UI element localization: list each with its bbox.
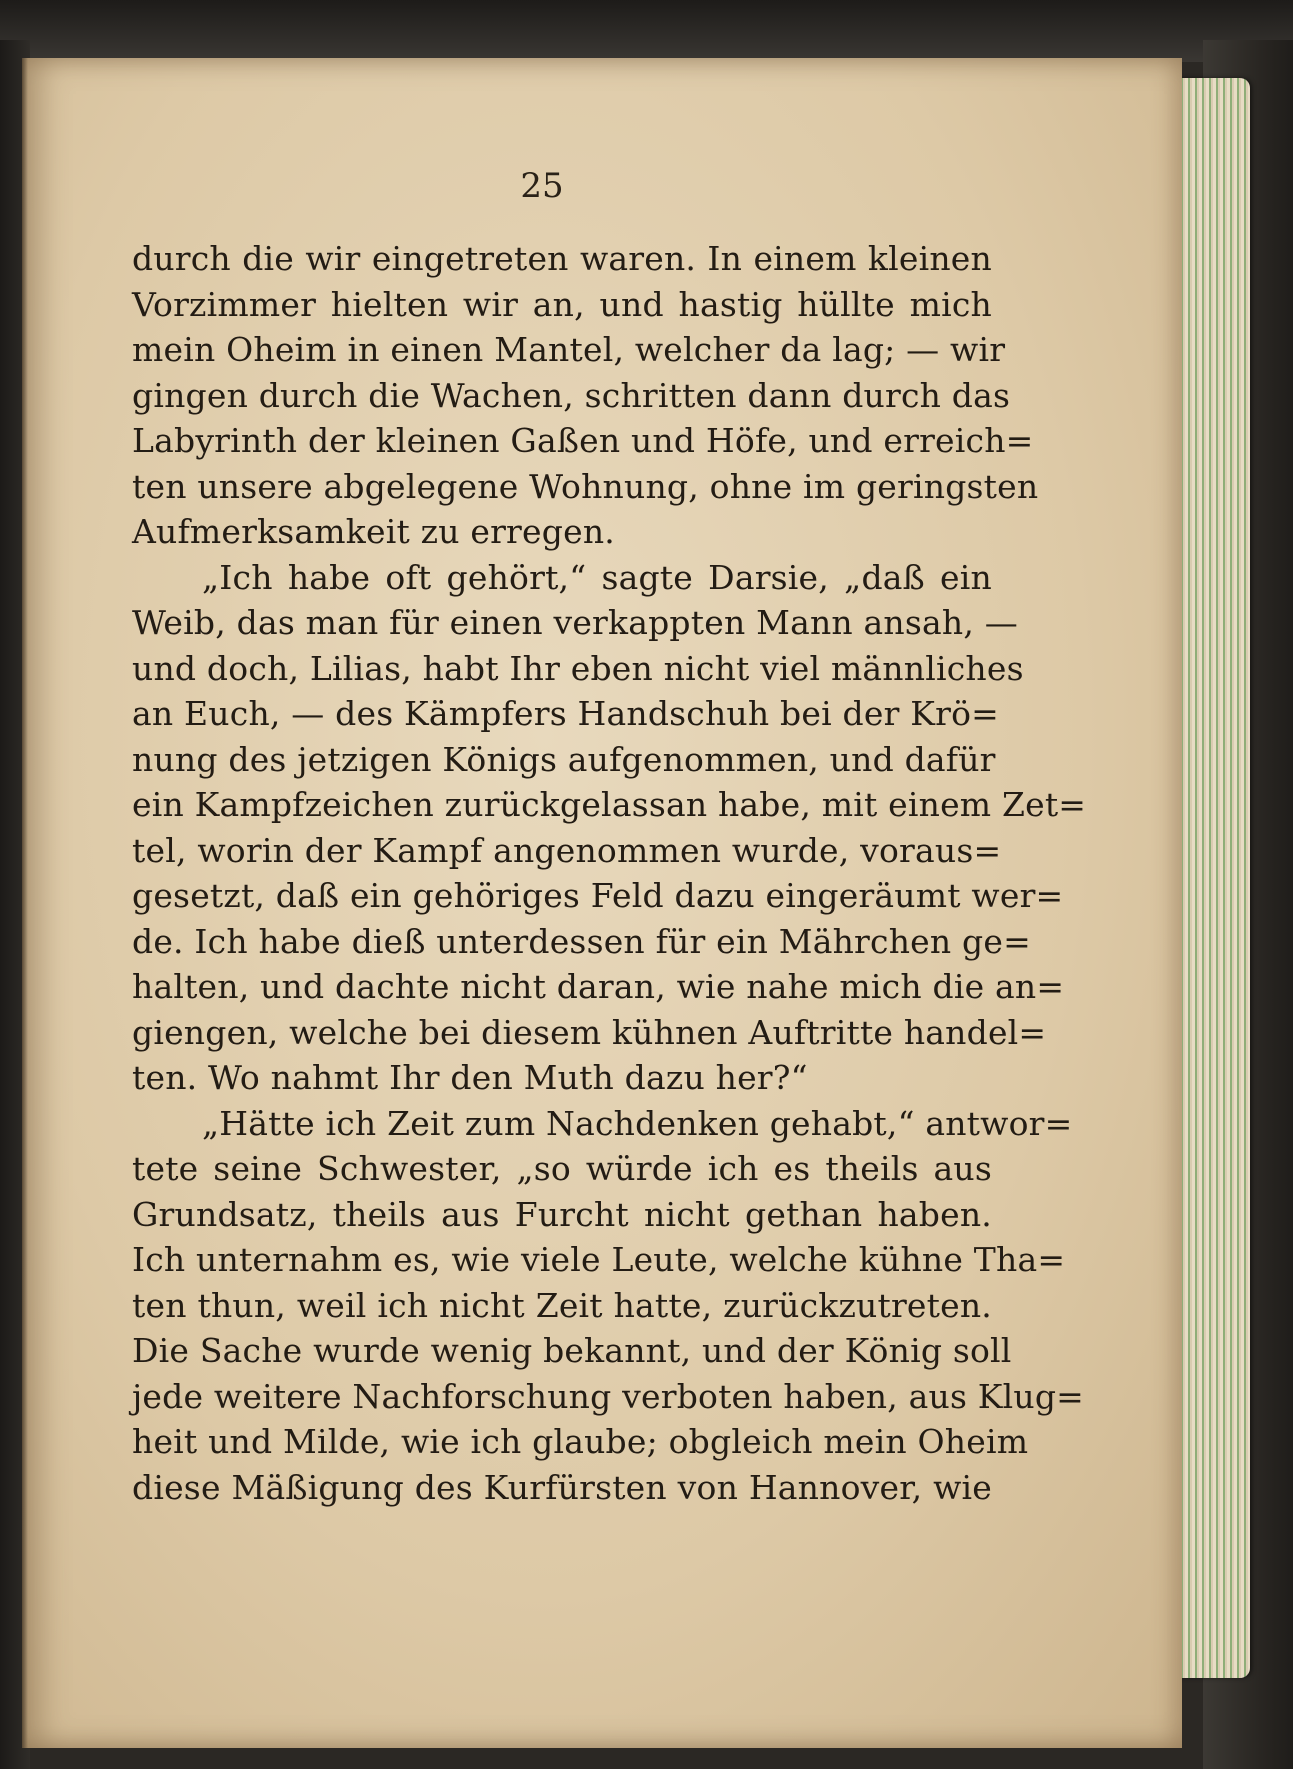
text-line: Die Sache wurde wenig bekannt, und der König soll — [132, 1331, 1012, 1370]
text-line: und doch, Lilias, habt Ihr eben nicht viel männliches — [132, 648, 1024, 688]
text-line: diese Mäßigung des Kurfürsten von Hannover, wie — [132, 1467, 992, 1507]
text-line: ten unsere abgelegene Wohnung, ohne im geringsten — [132, 466, 1039, 506]
text-line: halten, und dachte nicht daran, wie nahe mich die an= — [132, 967, 1065, 1006]
text-line: de. Ich habe dieß unterdessen für ein Mährchen ge= — [132, 921, 1031, 961]
text-line: ten. Wo nahmt Ihr den Muth dazu her?“ — [132, 1058, 808, 1097]
text-line: gingen durch die Wachen, schritten dann durch das — [132, 375, 1011, 415]
text-line: durch die wir eingetreten waren. In einem kleinen — [132, 239, 992, 278]
text-line: Ich unternahm es, wie viele Leute, welche kühne Tha= — [132, 1240, 1066, 1279]
text-line: „Hätte ich Zeit zum Nachdenken gehabt,“ antwor= — [202, 1103, 1073, 1143]
text-line: Vorzimmer hielten wir an, und hastig hüllte mich — [132, 284, 992, 324]
text-line: „Ich habe oft gehört,“ sagte Darsie, „daß ein — [202, 557, 992, 597]
page-number: 25 — [520, 166, 564, 206]
book-cover-top — [0, 0, 1293, 62]
text-line: Aufmerksamkeit zu erregen. — [132, 512, 615, 551]
text-line: gesetzt, daß ein gehöriges Feld dazu eingeräumt wer= — [132, 876, 1064, 915]
text-line: Grundsatz, theils aus Furcht nicht gethan haben. — [132, 1194, 992, 1234]
book-page — [22, 58, 1182, 1748]
text-line: tel, worin der Kampf angenommen wurde, voraus= — [132, 830, 1002, 870]
text-line: giengen, welche bei diesem kühnen Auftritte handel= — [132, 1012, 1047, 1052]
text-line: tete seine Schwester, „so würde ich es theils aus — [132, 1149, 992, 1188]
text-line: an Euch, — des Kämpfers Handschuh bei der Krö= — [132, 694, 999, 733]
text-line: Labyrinth der kleinen Gaßen und Höfe, und erreich= — [132, 421, 1034, 460]
text-line: Weib, das man für einen verkappten Mann ansah, — — [132, 603, 1018, 642]
text-line: nung des jetzigen Königs aufgenommen, und dafür — [132, 739, 996, 779]
spine-shadow — [22, 58, 28, 1748]
text-line: ein Kampfzeichen zurückgelassan habe, mit einem Zet= — [132, 785, 1087, 824]
text-line: ten thun, weil ich nicht Zeit hatte, zurückzutreten. — [132, 1285, 992, 1325]
body-text — [132, 236, 1087, 1510]
text-line: heit und Milde, wie ich glaube; obgleich mein Oheim — [132, 1422, 1029, 1461]
text-line: jede weitere Nachforschung verboten haben, aus Klug= — [132, 1376, 1085, 1416]
text-line: mein Oheim in einen Mantel, welcher da lag; — wir — [132, 330, 1006, 369]
